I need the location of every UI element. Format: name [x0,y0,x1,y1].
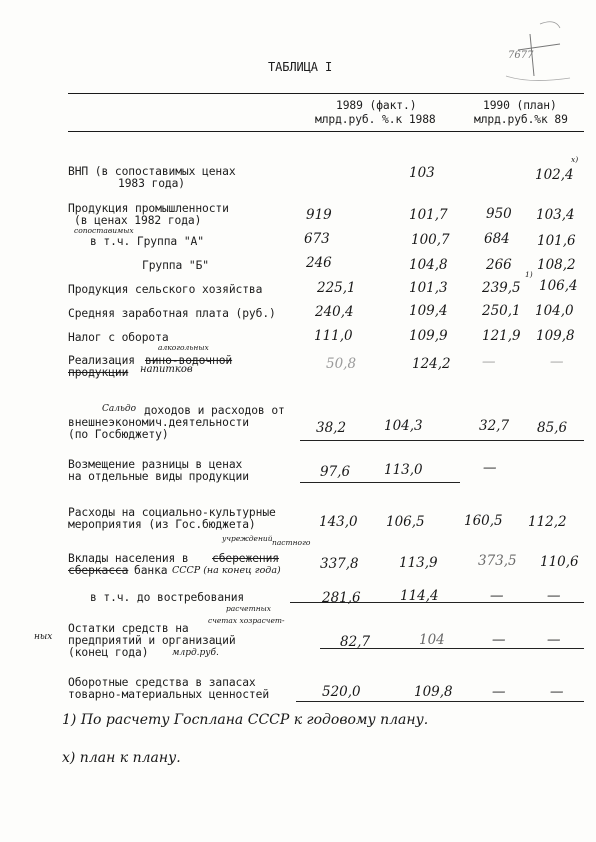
cell-c3: — [483,460,497,476]
cell-c1: 38,2 [316,420,347,436]
row-label: на отдельные виды продукции [68,470,249,483]
cell-c3: — [492,632,506,648]
cell-c1: 143,0 [319,514,358,530]
table-title: ТАБЛИЦА I [268,60,333,74]
cell-c4: 101,6 [537,233,576,249]
row-label: товарно-материальных ценностей [68,688,270,701]
row-label: Средняя заработная плата (руб.) [68,307,276,320]
row-label-struck: сбережения [212,552,280,565]
cell-c4: 102,4 [535,167,574,183]
row-insertion: млрд.руб. [172,648,219,658]
cell-c4: 103,4 [536,207,575,223]
cell-c4: 109,8 [536,328,575,344]
row-label: мероприятия (из Гос.бюджета) [68,518,256,531]
cell-c1: 240,4 [315,304,354,320]
row-label: (по Госбюджету) [68,428,169,441]
cell-c2: 103 [409,165,435,181]
cell-c4: 106,4 [539,278,578,294]
row-label: Остатки средств на [68,622,189,635]
cell-c3: 239,5 [482,280,521,296]
cell-note: x) [571,155,579,164]
cell-c2: 101,7 [409,207,448,223]
cell-c2: 109,8 [414,684,453,700]
cell-c1: 673 [304,231,330,247]
row-insertion: сопоставимых [74,226,134,235]
row-underline [300,440,584,441]
cell-c2: 100,7 [411,232,450,248]
cell-c3: 684 [484,231,510,247]
row-label: Продукция сельского хозяйства [68,283,263,296]
row-insertion: алкогольных [158,343,209,352]
cell-c4: — [550,684,564,700]
row-label-struck: вино-водочной [145,354,233,367]
row-label: Налог с оборота [68,331,169,344]
cell-c2: 109,4 [409,303,448,319]
row-label: (в ценах 1982 года) [74,214,202,227]
footnote: 1) По расчету Госплана СССР к годовому плану. [62,712,429,728]
cell-c1: 281,6 [322,590,361,606]
row-label: Оборотные средства в запасах [68,676,256,689]
cell-c2: 104,8 [409,257,448,273]
cell-c1: 82,7 [340,634,371,650]
cell-c3: 250,1 [482,303,521,319]
top-rule [68,93,584,94]
row-label-struck: продукции [68,366,129,379]
row-underline [296,701,584,702]
cell-c3: — [492,684,506,700]
cell-c2: 104 [419,632,445,648]
row-label: Вклады населения в [68,552,189,565]
cell-c1: 50,8 [326,356,357,372]
row-insertion: счетах хозрасчет- [208,616,285,625]
row-underline [300,482,460,483]
cell-c1: 337,8 [320,556,359,572]
cell-note: 1) [525,270,533,279]
cell-c1: 520,0 [322,684,361,700]
footnote: x) план к плану. [62,750,181,766]
row-label: предприятий и организаций [68,634,236,647]
row-insertion: напитков [140,364,193,375]
cell-c2: 106,5 [386,514,425,530]
cell-c3: 266 [486,257,512,273]
header-sub-1989: млрд.руб. %.к 1988 [315,113,436,126]
row-label: Реализация [68,354,136,367]
row-label: банка [134,564,168,577]
cell-c2: 113,9 [399,555,438,571]
row-insertion: пастного [272,538,311,547]
row-label: Группа "Б" [142,259,210,272]
row-label: внешнеэкономич.деятельности [68,416,249,429]
cell-c4: 108,2 [537,257,576,273]
row-insertion: расчетных [226,604,271,613]
row-insertion: СССР (на конец года) [172,565,281,576]
cell-c3: — [482,354,496,370]
cell-c4: — [547,632,561,648]
cell-c1: 225,1 [317,280,356,296]
cell-c3: 32,7 [479,418,510,434]
cell-c3: — [490,588,504,604]
cell-c4: 110,6 [540,554,579,570]
row-label: (конец года) [68,646,149,659]
cell-c2: 113,0 [384,462,423,478]
row-insertion: ных [34,632,53,642]
row-label: Возмещение разницы в ценах [68,458,243,471]
cell-c4: 112,2 [528,514,567,530]
row-label: в т.ч. до востребования [90,591,245,604]
cell-c4: — [550,354,564,370]
row-insertion: Сальдо [102,404,137,414]
header-sub-1990: млрд.руб.%к 89 [474,113,568,126]
corner-number: 7677 [508,50,534,61]
cell-c3: 373,5 [478,553,517,569]
row-label-struck: сберкасса [68,564,129,577]
cell-c1: 97,6 [320,464,351,480]
corner-scribble [500,14,580,94]
header-rule [68,131,584,132]
cell-c2: 101,3 [409,280,448,296]
cell-c2: 109,9 [409,328,448,344]
cell-c3: 160,5 [464,513,503,529]
cell-c3: 950 [486,206,512,222]
header-1989: 1989 (факт.) [336,99,417,112]
row-label: доходов и расходов от [144,404,285,417]
cell-c1: 919 [306,207,332,223]
row-underline [320,648,584,649]
cell-c4: — [547,588,561,604]
row-label: Продукция промышленности [68,202,229,215]
cell-c4: 104,0 [535,303,574,319]
row-label: Расходы на социально-культурные [68,506,276,519]
row-label: ВНП (в сопоставимых ценах [68,165,236,178]
cell-c2: 114,4 [400,588,439,604]
row-underline [290,602,584,603]
row-insertion: учреждений [222,534,273,543]
row-label: 1983 года) [118,177,186,190]
cell-c1: 246 [306,255,332,271]
cell-c2: 124,2 [412,356,451,372]
cell-c2: 104,3 [384,418,423,434]
cell-c4: 85,6 [537,420,568,436]
cell-c1: 111,0 [314,328,353,344]
row-label: в т.ч. Группа "А" [90,235,204,248]
cell-c3: 121,9 [482,328,521,344]
header-1990: 1990 (план) [483,99,557,112]
